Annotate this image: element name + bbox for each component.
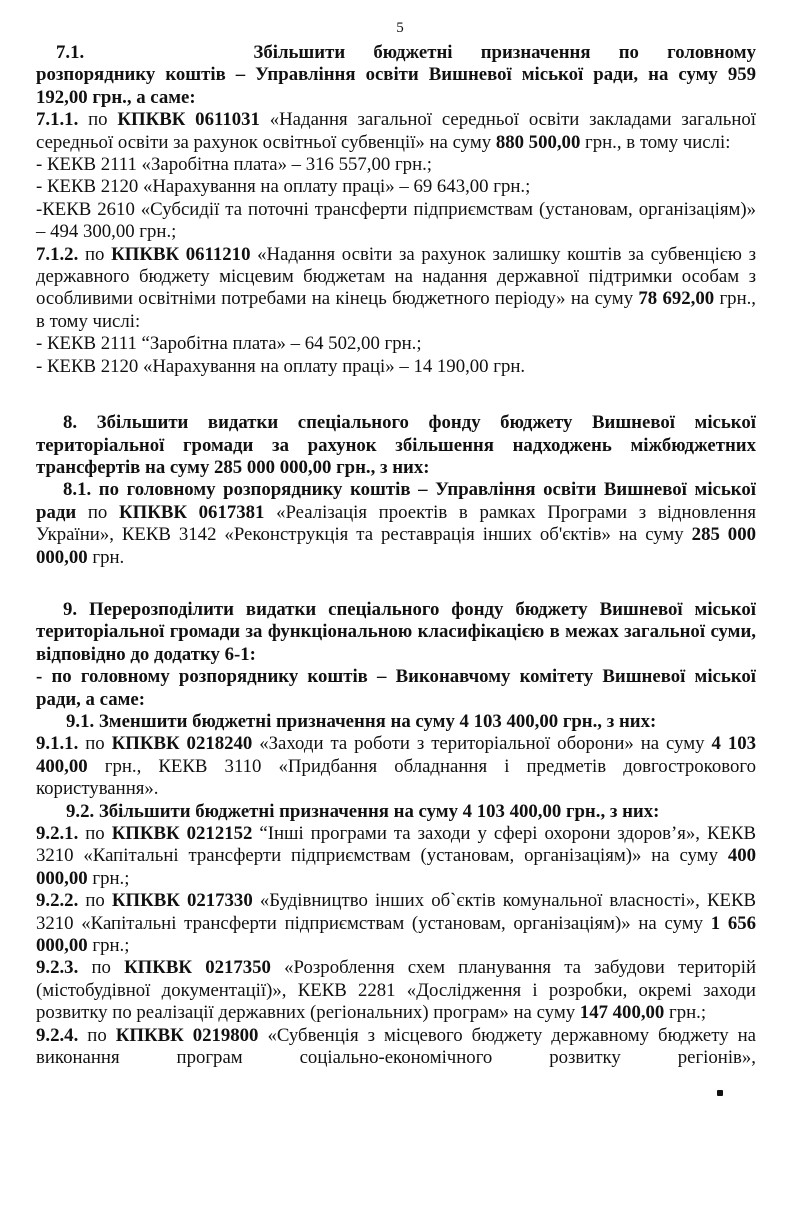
section-9-2-1-pre: по [85, 823, 105, 844]
section-9-2-3-text: «Розроблення схем планування та забудови територій (містобудівної документації)», КЕКВ 2281 «Дослідження і розробки, окремі заходи розвитку по реалізації державних (регіональних) програм» на суму [36, 957, 756, 1024]
section-7-1-1-pre: по [88, 109, 108, 131]
section-8-1-tail: грн. [92, 546, 125, 568]
section-7-1-1 [36, 109, 756, 154]
section-9-2-1 [36, 823, 756, 890]
section-9-1-1-code: КПКВК 0218240 [111, 733, 253, 755]
section-9-1-1 [36, 733, 756, 800]
section-9-2-2-sum: 1 656 000,00 [36, 912, 756, 957]
section-7-1-2-pre: по [84, 243, 105, 265]
section-7-1-1-sum: 880 500,00 [495, 131, 581, 153]
section-9-2-1-sum: 400 000,00 [36, 845, 756, 889]
section-9-2-1-text: “Інші програми та заходи у сфері охорони здоров’я», КЕКВ 3210 «Капітальні трансферти підприємствам (установам, організаціям)» на суму [36, 823, 757, 867]
section-9-subheading: - по головному розпоряднику коштів – Виконавчому комітету Вишневої міської ради, а саме: [36, 666, 756, 710]
section-7-1-number: 7.1. [56, 42, 85, 63]
section-7-1-1-text: «Надання загальної середньої освіти закладами загальної середньої освіти за рахунок освітньої субвенції» на суму [36, 109, 756, 153]
section-9-2-3-tail: грн.; [669, 1002, 707, 1024]
section-7-1-2-sum: 78 692,00 [638, 288, 715, 310]
section-9-2-4 [36, 1025, 756, 1070]
section-8-1-code: КПКВК 0617381 [119, 501, 265, 523]
section-9-2-1-number: 9.2.1. [36, 823, 79, 844]
section-7-1-1-code: КПКВК 0611031 [117, 109, 260, 131]
section-9-2-2-number: 9.2.2. [36, 890, 79, 912]
section-9-2-2-text: «Будівництво інших об`єктів комунальної власності», КЕКВ 3210 «Капітальні трансферти підприємствам (установам, організаціям)» на суму [36, 890, 756, 934]
section-7-1-1-number: 7.1.1. [36, 109, 79, 131]
section-9-2-4-text: «Субвенція з місцевого бюджету державному бюджету на виконання програм соціально-економічного розвитку регіонів», [36, 1024, 756, 1069]
section-9-2-2-code: КПКВК 0217330 [111, 890, 253, 912]
section-7-1-1-item-3: -КЕКВ 2610 «Субсидії та поточні трансферти підприємствам (установам, організаціям)» – 494 300,00 грн.; [36, 198, 756, 243]
section-7-1-2-item-2: - КЕКВ 2120 «Нарахування на оплату праці» – 14 190,00 грн. [36, 355, 526, 377]
section-9-1-heading: 9.1. Зменшити бюджетні призначення на суму 4 103 400,00 грн., з них: [66, 710, 657, 732]
section-9-2-2 [36, 890, 756, 957]
section-9-1-1-sum: 4 103 400,00 [36, 733, 757, 777]
section-8-1-pre: по [87, 501, 108, 523]
section-9-2-1-code: КПКВК 0212152 [111, 823, 253, 844]
section-9-2-3 [36, 957, 756, 1024]
section-7-1-heading-rest: розпоряднику коштів – Управління освіти Вишневої міської ради, на суму 959 192,00 грн., а саме: [36, 64, 756, 108]
section-7-1-1-item-1: - КЕКВ 2111 «Заробітна плата» – 316 557,00 грн.; [36, 154, 433, 176]
section-9-2-4-pre: по [87, 1024, 107, 1046]
ink-mark [717, 1090, 723, 1096]
section-7-1-2 [36, 244, 756, 334]
section-8-heading: 8. Збільшити видатки спеціального фонду бюджету Вишневої міської територіальної громади за рахунок збільшення надходжень міжбюджетних трансфертів на суму 285 000 000,00 грн., з них: [36, 412, 756, 478]
section-9-1-1-number: 9.1.1. [36, 733, 79, 755]
section-8-1-text: «Реалізація проектів в рамках Програми з відновлення України», КЕКВ 3142 «Реконструкція та реставрація інших об'єктів» на суму [36, 501, 756, 546]
section-7-1-2-number: 7.1.2. [36, 243, 79, 265]
section-9-2-4-number: 9.2.4. [36, 1024, 79, 1046]
section-7-1-2-tail: грн., в тому числі: [36, 288, 757, 332]
section-7-1-2-text: «Надання освіти за рахунок залишку коштів за субвенцією з державного бюджету місцевим бюджетам на надання державної підтримки особам з особливими освітніми потребами на кінець бюджетного періоду» на суму [36, 243, 756, 310]
section-8-1-sum: 285 000 000,00 [36, 524, 756, 568]
section-7-1-heading-line1 [36, 42, 756, 64]
section-9-2-1-tail: грн.; [92, 867, 130, 889]
section-8-1-heading: 8.1. по головному розпоряднику коштів – Управління освіти Вишневої міської ради [36, 479, 756, 523]
section-8-1 [36, 479, 756, 569]
page-number: 5 [396, 20, 404, 36]
section-9-2-2-tail: грн.; [92, 935, 130, 957]
section-9-1-1-text: «Заходи та роботи з територіальної оборони» на суму [259, 733, 705, 755]
section-7-1-1-tail: грн., в тому числі: [585, 131, 731, 153]
section-9-2-4-code: КПКВК 0219800 [115, 1024, 259, 1046]
section-9-1-1-pre: по [85, 733, 105, 755]
section-7-1-1-item-2: - КЕКВ 2120 «Нарахування на оплату праці» – 69 643,00 грн.; [36, 176, 531, 198]
section-7-1-heading-start: Збільшити бюджетні призначення по головному [253, 42, 756, 63]
section-9-2-heading: 9.2. Збільшити бюджетні призначення на суму 4 103 400,00 грн., з них: [66, 800, 660, 822]
document-body [36, 42, 756, 1069]
section-9-2-2-pre: по [85, 890, 105, 912]
section-9-2-3-number: 9.2.3. [36, 957, 79, 979]
section-9-heading: 9. Перерозподілити видатки спеціального фонду бюджету Вишневої міської територіальної громади за функціональною класифікацією в межах загальної суми, відповідно до додатку 6-1: [36, 598, 756, 665]
section-7-1-2-item-1: - КЕКВ 2111 “Заробітна плата» – 64 502,00 грн.; [36, 333, 422, 355]
section-7-1-2-code: КПКВК 0611210 [111, 243, 251, 265]
section-9-2-3-sum: 147 400,00 [579, 1002, 665, 1024]
section-9-2-3-pre: по [91, 957, 111, 979]
section-9-2-3-code: КПКВК 0217350 [124, 957, 271, 979]
section-9-1-1-text-2: грн., КЕКВ 3110 «Придбання обладнання і предметів довгострокового користування». [36, 755, 756, 800]
